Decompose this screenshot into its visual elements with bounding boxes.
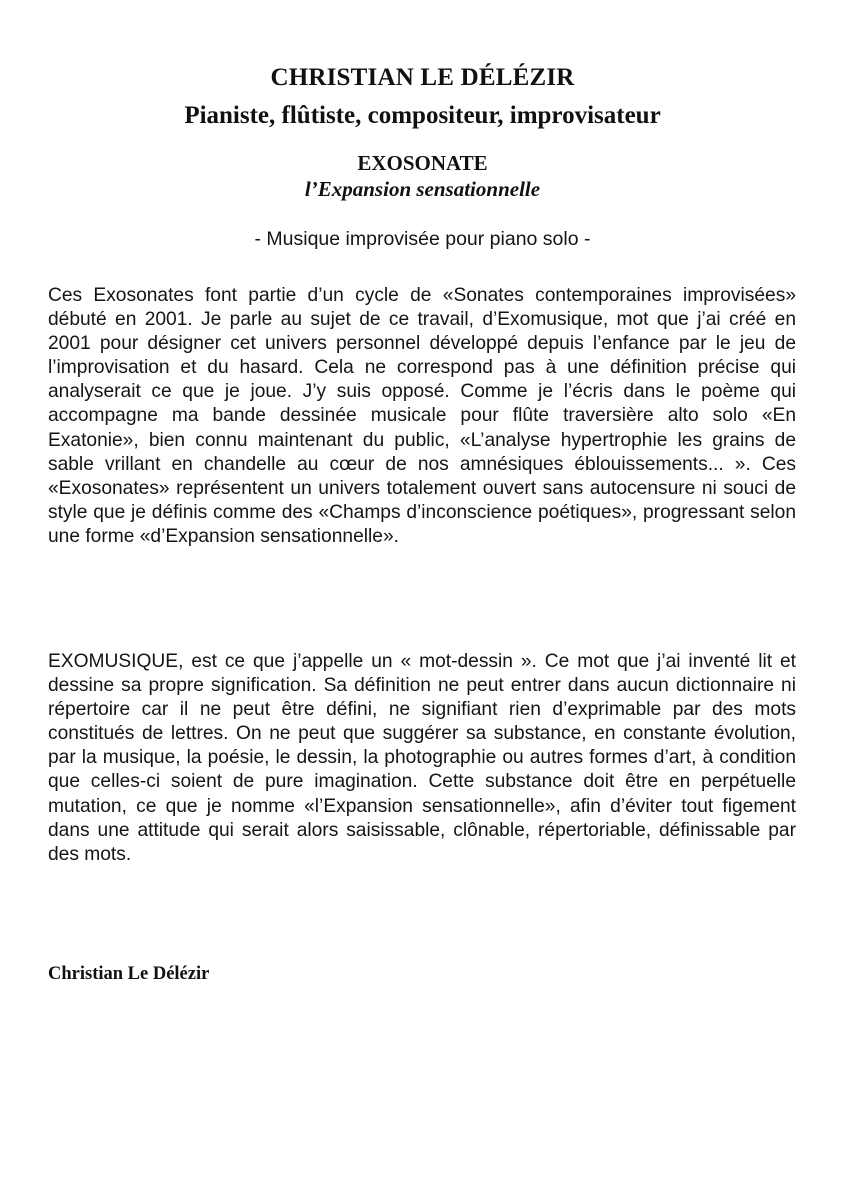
work-subtitle: l’Expansion sensationnelle (304, 177, 541, 201)
body-paragraph-1: Ces Exosonates font partie d’un cycle de «Sonates contemporaines improvisées» débuté en 2001. Je parle au sujet de ce travail, d’Exomusique, mot que j’ai créé en 2001 pour désigner cet univers personnel développé depuis l’enfance par le jeu de l’improvisation et du hasard. Cela ne correspond pas à une définition précise qui analyserait ce que je joue. J’y suis opposé. Comme je l’écris dans le poème qui accompagne ma bande dessinée musicale pour flûte traversière alto solo «En Exatonie», bien connu maintenant du public, «L’analyse hypertrophie les grains de sable vrillant en chandelle au cœur de nos amnésiques éblouissements... ». Ces «Exosonates» représentent un univers totalement ouvert sans autocensure ni souci de style que je définis comme des «Champs d’inconscience poétiques», progressant selon une forme «d’Expansion sensationnelle». (48, 285, 796, 547)
genre-line: - Musique improvisée pour piano solo - (254, 228, 591, 250)
artist-name-heading: CHRISTIAN LE DÉLÉZIR (270, 64, 575, 91)
work-title: EXOSONATE (357, 151, 488, 175)
body-paragraph-2: EXOMUSIQUE, est ce que j’appelle un « mot-dessin ». Ce mot que j’ai inventé lit et dessine sa propre signification. Sa définition ne peut entrer dans aucun dictionnaire ni répertoire car il ne peut être défini, ne signifiant rien d’exprimable par des mots constitués de lettres. On ne peut que suggérer sa substance, en constante évolution, par la musique, la poésie, le dessin, la photographie ou autres formes d’art, à condition que celles-ci soient de pure imagination. Cette substance doit être en perpétuelle mutation, ce que je nomme «l’Expansion sensationnelle», afin d’éviter tout figement dans une attitude qui serait alors saisissable, clônable, répertoriable, définissable par des mots. (48, 651, 796, 865)
artist-roles-heading: Pianiste, flûtiste, compositeur, improvisateur (184, 102, 661, 129)
author-signature: Christian Le Délézir (48, 964, 210, 984)
